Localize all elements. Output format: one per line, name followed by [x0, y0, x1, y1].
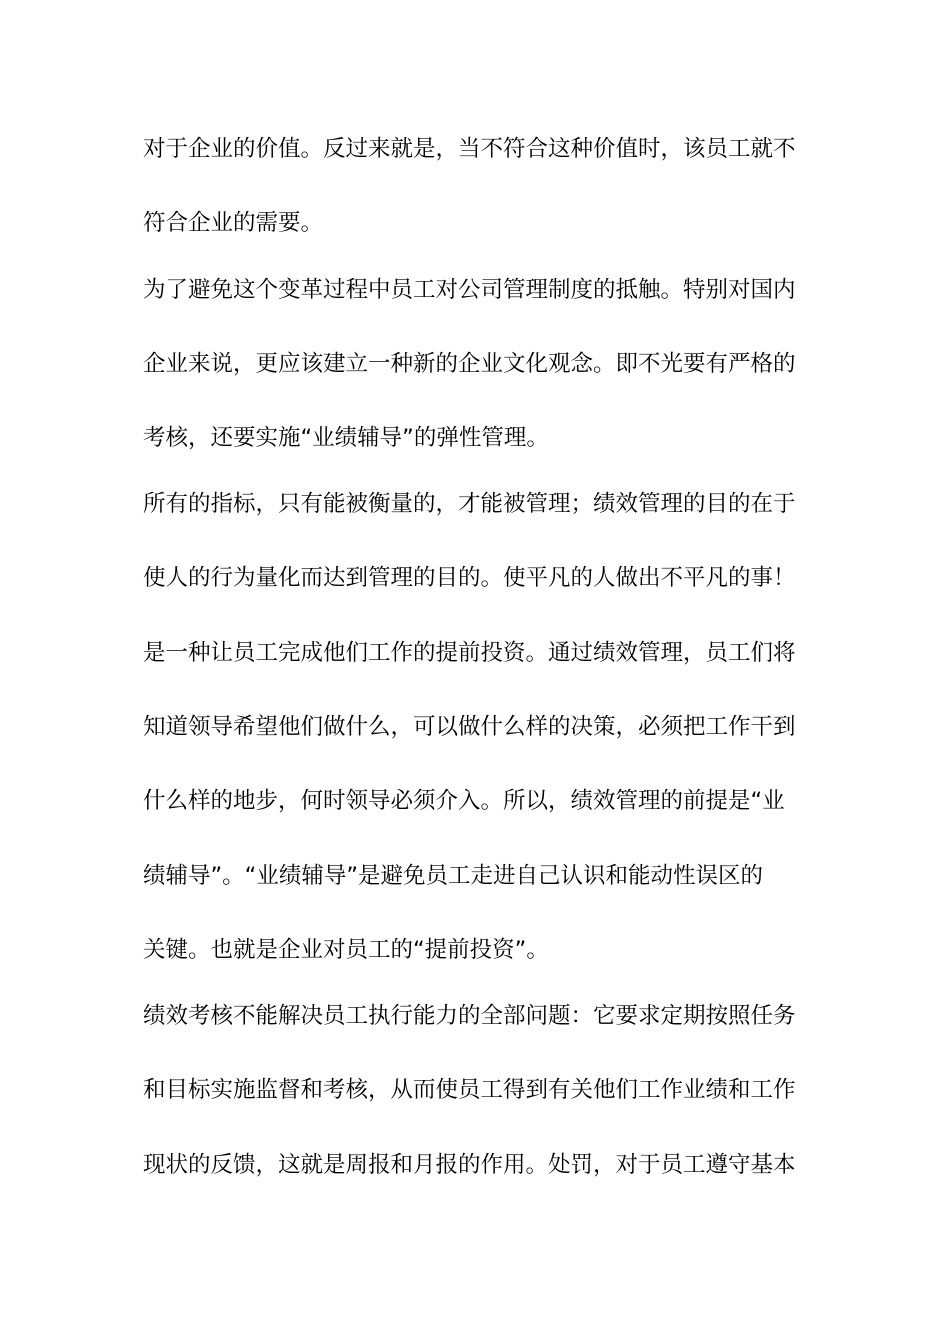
paragraph-5-line-1: 绩效考核不能解决员工执行能力的全部问题：它要求定期按照任务: [143, 1003, 796, 1029]
paragraph-4-line-1: 是一种让员工完成他们工作的提前投资。通过绩效管理，员工们将: [143, 640, 796, 666]
paragraph-2-line-3: 考核，还要实施“业绩辅导”的弹性管理。: [143, 425, 549, 451]
paragraph-3-line-2: 使人的行为量化而达到管理的目的。使平凡的人做出不平凡的事！: [143, 565, 796, 591]
paragraph-4-line-4: 绩辅导”。“业绩辅导”是避免员工走进自己认识和能动性误区的: [143, 863, 763, 889]
paragraph-2-line-1: 为了避免这个变革过程中员工对公司管理制度的抵触。特别对国内: [143, 277, 796, 303]
paragraph-4-line-3: 什么样的地步，何时领导必须介入。所以，绩效管理的前提是“业: [143, 788, 785, 814]
paragraph-3-line-1: 所有的指标，只有能被衡量的，才能被管理；绩效管理的目的在于: [143, 491, 796, 517]
paragraph-1-line-1: 对于企业的价值。反过来就是，当不符合这种价值时，该员工就不: [143, 136, 796, 162]
paragraph-5-line-2: 和目标实施监督和考核，从而使员工得到有关他们工作业绩和工作: [143, 1077, 796, 1103]
paragraph-4-line-5: 关键。也就是企业对员工的“提前投资”。: [143, 937, 549, 963]
paragraph-2-line-2: 企业来说，更应该建立一种新的企业文化观念。即不光要有严格的: [143, 351, 796, 377]
paragraph-5-line-3: 现状的反馈，这就是周报和月报的作用。处罚，对于员工遵守基本: [143, 1152, 796, 1178]
paragraph-1-line-2: 符合企业的需要。: [143, 210, 324, 236]
paragraph-4-line-2: 知道领导希望他们做什么，可以做什么样的决策，必须把工作干到: [143, 714, 796, 740]
